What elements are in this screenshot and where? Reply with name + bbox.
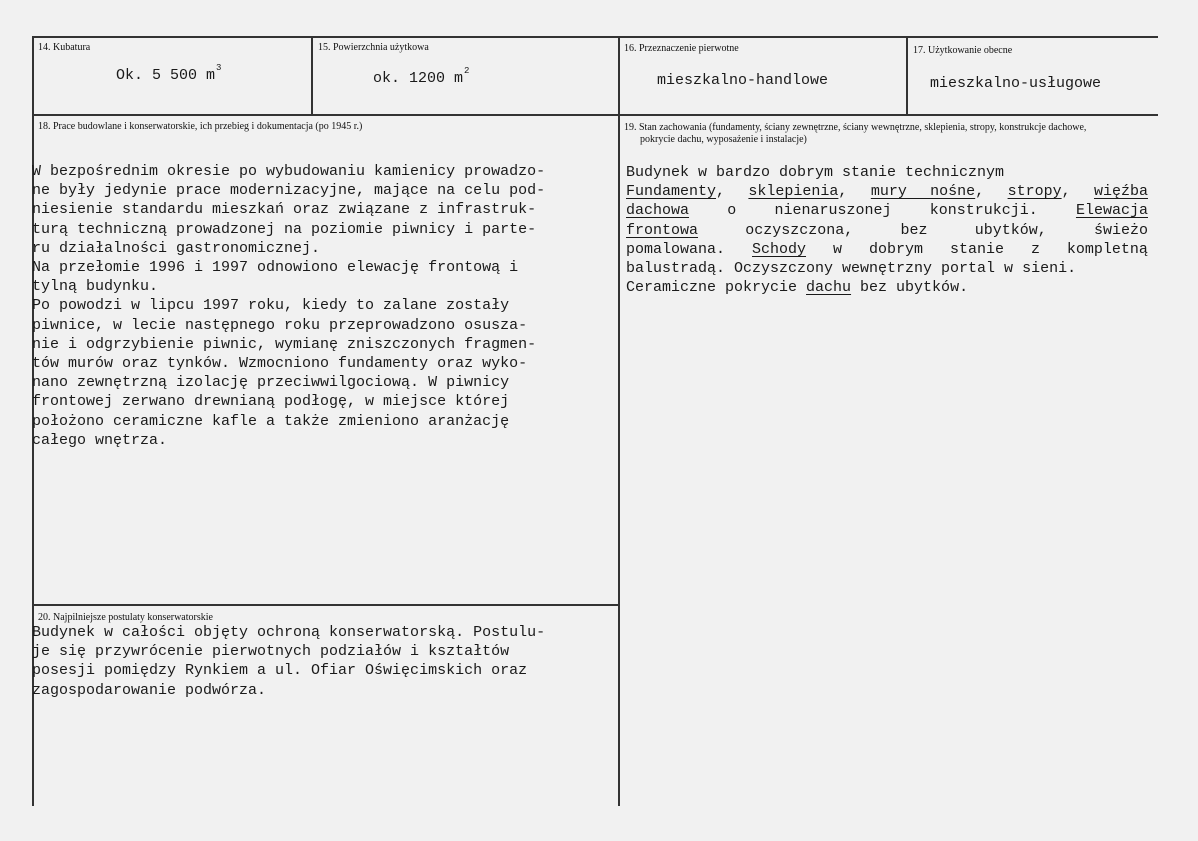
section-19-word: bez [900,221,928,239]
top-border [32,36,1158,38]
section-19-word: świeżo [1093,221,1148,239]
field-15-value [373,66,470,87]
section-20-label: 20. Najpilniejsze postulaty konserwatorskie [38,612,213,623]
section-19-punct: , [838,183,848,201]
underlined-term: dachu [806,279,852,297]
underlined-term: dachowa [626,202,690,220]
section-18-line: całego wnętrza. [32,431,168,449]
underlined-term: mury nośne [870,183,976,201]
section-20-divider [32,604,620,606]
section-19-label [624,122,1086,146]
section-19-label-line-2: pokrycie dachu, wyposażenie i instalacje) [640,134,807,145]
section-18-line: Na przełomie 1996 i 1997 odnowiono elewację frontową i [32,259,519,277]
divider-14-15 [311,36,313,116]
section-18-label: 18. Prace budowlane i konserwatorskie, ich przebieg i dokumentacja (po 1945 r.) [38,121,363,132]
underlined-term: Fundamenty [626,183,717,201]
section-19-word: stanie [949,240,1004,258]
section-18-line: Po powodzi w lipcu 1997 roku, kiedy to zalane zostały [32,297,510,315]
section-18-line: nie i odgrzybienie piwnic, wymianę zniszczonych fragmen- [32,335,537,353]
section-19-punct: , [975,183,985,201]
field-15-unit-exponent: 2 [464,66,470,76]
section-19-line [626,278,1148,297]
section-18-line: położono ceramiczne kafle a także zmieniono aranżację [32,412,510,430]
underlined-term: więźba [1093,183,1148,201]
section-18-line: tylną budynku. [32,278,159,296]
section-19-word: dobrym [868,240,923,258]
field-14-unit-exponent: 3 [216,63,222,73]
section-18-line: turą techniczną prowadzonej na poziomie piwnicy i parte- [32,220,537,238]
section-19-word: konstrukcji. [929,202,1038,220]
section-18-line: ru działalności gastronomicznej. [32,239,321,257]
section-19-word: z [1030,240,1040,258]
section-20-text [32,623,612,700]
section-18-line: tów murów oraz tynków. Wzmocniono fundamenty oraz wyko- [32,355,528,373]
section-18-line: ne były jedynie prace modernizacyjne, mające na celu pod- [32,182,546,200]
section-19-word: ubytków, [974,221,1047,239]
divider-16-17 [906,36,908,116]
section-18-text [32,162,612,450]
underlined-term: frontowa [626,221,699,239]
section-18-line: W bezpośrednim okresie po wybudowaniu kamienicy prowadzo- [32,163,546,180]
row-divider [32,114,1158,116]
section-19-word: nienaruszonej [774,202,892,220]
section-20-line: zagospodarowanie podwórza. [32,681,267,699]
field-15-label: 15. Powierzchnia użytkowa [318,42,429,53]
underlined-term: Elewacja [1075,202,1148,220]
section-20-line: je się przywrócenie pierwotnych podziałów i kształtów [32,643,510,661]
field-16-label: 16. Przeznaczenie pierwotne [624,43,739,54]
section-19-punct: , [1061,183,1071,201]
section-18-line: frontowej zerwano drewnianą podłogę, w miejsce której [32,393,510,411]
section-20-line: Budynek w całości objęty ochroną konserwatorską. Postulu- [32,624,546,641]
section-19-line [626,240,1148,259]
field-17-value: mieszkalno-usługowe [930,75,1102,92]
section-19-word: w [832,240,842,258]
section-18-line: nano zewnętrzną izolację przeciwwilgociową. W piwnicy [32,374,510,392]
section-19-line: Budynek w bardzo dobrym stanie technicznym [626,164,1005,181]
section-19-line [626,221,1148,240]
section-19-line [626,182,1148,201]
underlined-term: Schody [752,240,807,258]
section-18-line: piwnice, w lecie następnego roku przeprowadzono osusza- [32,316,528,334]
section-19-punct: , [716,183,726,201]
section-19-word: pomalowana. [626,240,726,258]
section-18-line: niesienie standardu mieszkań oraz związane z infrastruk- [32,201,537,219]
field-17-label: 17. Użytkowanie obecne [913,45,1013,56]
section-19-text [626,163,1148,297]
section-20-line: posesji pomiędzy Rynkiem a ul. Ofiar Oświęcimskich oraz [32,662,528,680]
section-19-label-line-1: 19. Stan zachowania (fundamenty, ściany zewnętrzne, ściany wewnętrzne, sklepienia, stropy, konstrukcje dachowe, [624,122,1087,133]
underlined-term: stropy [1007,183,1062,201]
field-16-value: mieszkalno-handlowe [657,72,829,89]
section-19-word: oczyszczona, [745,221,854,239]
underlined-term: sklepienia [748,183,839,201]
section-19-word: o [727,202,737,220]
center-divider [618,36,620,806]
section-19-text-run: bez ubytków. [851,279,969,297]
section-19-line: balustradą. Oczyszczony wewnętrzny portal w sieni. [626,260,1077,278]
field-14-label: 14. Kubatura [38,42,91,53]
section-19-line [626,201,1148,220]
field-15-value-text: ok. 1200 m [373,70,464,87]
field-14-value-text: Ok. 5 500 m [116,67,216,84]
section-19-text-run: Ceramiczne pokrycie [626,279,807,297]
field-14-value [116,63,222,84]
section-19-word: kompletną [1066,240,1148,258]
